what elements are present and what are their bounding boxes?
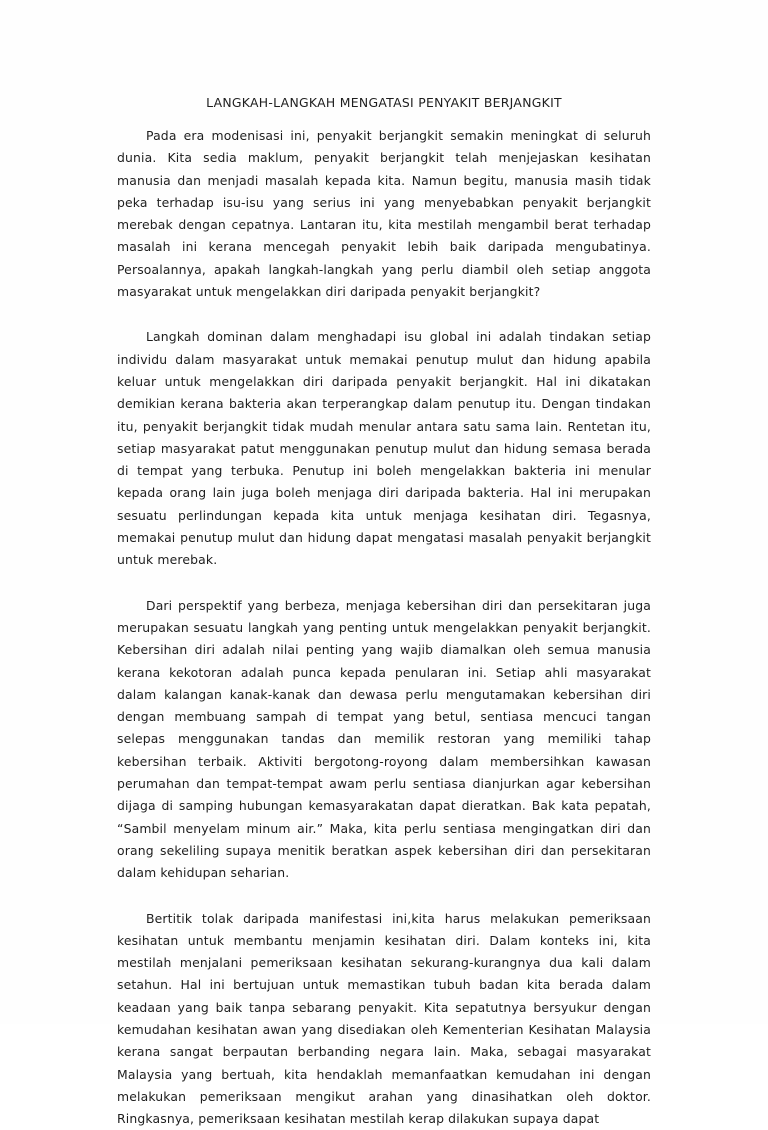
paragraph-intro: Pada era modenisasi ini, penyakit berjangkit semakin meningkat di seluruh dunia. Kita sedia maklum, penyakit berjangkit telah menjejaskan kesihatan manusia dan menjadi masalah kepada kita. Namun begitu, manusia masih tidak peka terhadap isu-isu yang serius ini yang menyebabkan penyakit berjangkit merebak dengan cepatnya. Lantaran itu, kita mestilah mengambil berat terhadap masalah ini kerana mencegah penyakit lebih baik daripada mengubatinya. Persoalannya, apakah langkah-langkah yang perlu diambil oleh setiap anggota masyarakat untuk mengelakkan diri daripada penyakit berjangkit?	[117, 125, 651, 303]
document-title: LANGKAH-LANGKAH MENGATASI PENYAKIT BERJANGKIT	[117, 92, 651, 114]
paragraph-health-checkup: Bertitik tolak daripada manifestasi ini,kita harus melakukan pemeriksaan kesihatan untuk membantu menjamin kesihatan diri. Dalam konteks ini, kita mestilah menjalani pemeriksaan kesihatan sekurang-kurangnya dua kali dalam setahun. Hal ini bertujuan untuk memastikan tubuh badan kita berada dalam keadaan yang baik tanpa sebarang penyakit. Kita sepatutnya bersyukur dengan kemudahan kesihatan awan yang disediakan oleh Kementerian Kesihatan Malaysia kerana sangat berpautan berbanding negara lain. Maka, sebagai masyarakat Malaysia yang bertuah, kita hendaklah memanfaatkan kemudahan ini dengan melakukan pemeriksaan mengikut arahan yang dinasihatkan oleh doktor. Ringkasnya, pemeriksaan kesihatan mestilah kerap dilakukan supaya dapat	[117, 908, 651, 1130]
document-body	[117, 92, 651, 1130]
paragraph-hygiene: Dari perspektif yang berbeza, menjaga kebersihan diri dan persekitaran juga merupakan sesuatu langkah yang penting untuk mengelakkan penyakit berjangkit. Kebersihan diri adalah nilai penting yang wajib diamalkan oleh semua manusia kerana kekotoran adalah punca kepada penularan ini. Setiap ahli masyarakat dalam kalangan kanak-kanak dan dewasa perlu mengutamakan kebersihan diri dengan membuang sampah di tempat yang betul, sentiasa mencuci tangan selepas menggunakan tandas dan memilik restoran yang memiliki tahap kebersihan terbaik. Aktiviti bergotong-royong dalam membersihkan kawasan perumahan dan tempat-tempat awam perlu sentiasa dianjurkan agar kebersihan dijaga di samping hubungan kemasyarakatan dapat dieratkan. Bak kata pepatah, “Sambil menyelam minum air.” Maka, kita perlu sentiasa mengingatkan diri dan orang sekeliling supaya menitik beratkan aspek kebersihan diri dan persekitaran dalam kehidupan seharian.	[117, 595, 651, 885]
paragraph-face-mask: Langkah dominan dalam menghadapi isu global ini adalah tindakan setiap individu dalam masyarakat untuk memakai penutup mulut dan hidung apabila keluar untuk mengelakkan diri daripada penyakit berjangkit. Hal ini dikatakan demikian kerana bakteria akan terperangkap dalam penutup itu. Dengan tindakan itu, penyakit berjangkit tidak mudah menular antara satu sama lain. Rentetan itu, setiap masyarakat patut menggunakan penutup mulut dan hidung semasa berada di tempat yang terbuka. Penutup ini boleh mengelakkan bakteria ini menular kepada orang lain juga boleh menjaga diri daripada bakteria. Hal ini merupakan sesuatu perlindungan kepada kita untuk menjaga kesihatan diri. Tegasnya, memakai penutup mulut dan hidung dapat mengatasi masalah penyakit berjangkit untuk merebak.	[117, 326, 651, 571]
